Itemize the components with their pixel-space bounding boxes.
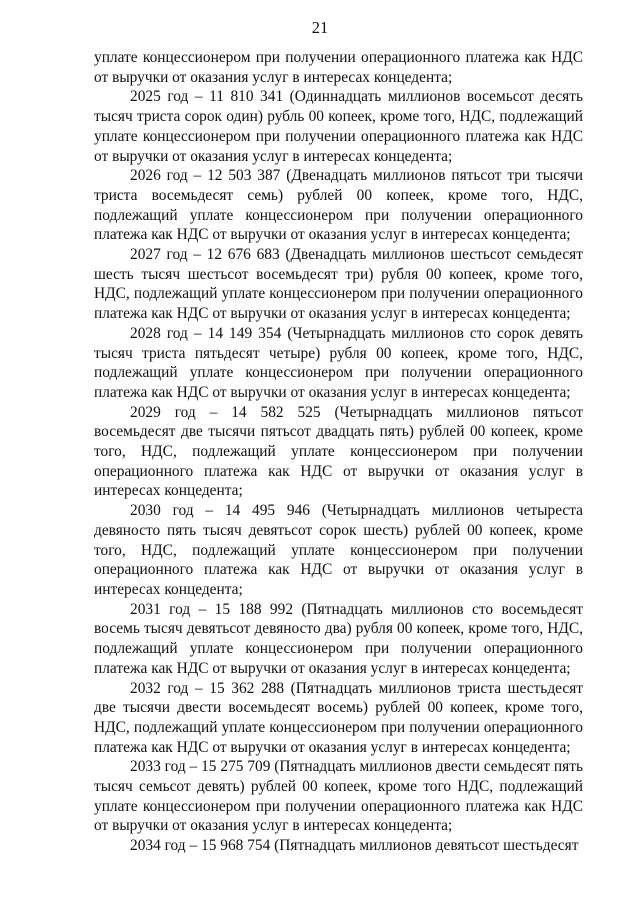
paragraph-year-2025: 2025 год – 11 810 341 (Одиннадцать миллионов восемьсот десять тысяч триста сорок один) рубль 00 копеек, кроме того, НДС, подлежащий уплате концессионером при получении операционного платежа как НДС от выручки от оказания услуг в интересах концедента; <box>94 88 583 165</box>
paragraph-year-2028: 2028 год – 14 149 354 (Четырнадцать миллионов сто сорок девять тысяч триста пятьдесят четыре) рубля 00 копеек, кроме того, НДС, подлежащий уплате концессионером при получении операционного платежа как НДС от выручки от оказания услуг в интересах концедента; <box>94 324 583 401</box>
paragraph-year-2031: 2031 год – 15 188 992 (Пятнадцать миллионов сто восемьдесят восемь тысяч девятьсот девяносто два) рубля 00 копеек, кроме того, НДС, подлежащий уплате концессионером при получении операционного платежа как НДС от выручки от оказания услуг в интересах концедента; <box>94 600 583 677</box>
paragraph-year-2026: 2026 год – 12 503 387 (Двенадцать миллионов пятьсот три тысячи триста восемьдесят семь) рублей 00 копеек, кроме того, НДС, подлежащий уплате концессионером при получении операционного платежа как НДС от выручки от оказания услуг в интересах концедента; <box>94 167 583 244</box>
paragraph-year-2030: 2030 год – 14 495 946 (Четырнадцать миллионов четыреста девяносто пять тысяч девятьсот сорок шесть) рублей 00 копеек, кроме того, НДС, подлежащий уплате концессионером при получении операционного платежа как НДС от выручки от оказания услуг в интересах концедента; <box>94 502 583 598</box>
paragraph-year-2034: 2034 год – 15 968 754 (Пятнадцать миллионов девятьсот шестьдесят <box>130 837 579 855</box>
document-body <box>94 48 583 856</box>
paragraph-continuation: уплате концессионером при получении операционного платежа как НДС от выручки от оказания услуг в интересах концедента; <box>94 49 583 86</box>
paragraph-year-2029: 2029 год – 14 582 525 (Четырнадцать миллионов пятьсот восемьдесят две тысячи пятьсот двадцать пять) рублей 00 копеек, кроме того, НДС, подлежащий уплате концессионером при получении операционного платежа как НДС от выручки от оказания услуг в интересах концедента; <box>94 403 583 500</box>
paragraph-year-2032: 2032 год – 15 362 288 (Пятнадцать миллионов триста шестьдесят две тысячи двести восемьдесят восемь) рублей 00 копеек, кроме того, НДС, подлежащий уплате концессионером при получении операционного платежа как НДС от выручки от оказания услуг в интересах концедента; <box>94 679 583 756</box>
page-number: 21 <box>311 18 329 37</box>
paragraph-year-2033: 2033 год – 15 275 709 (Пятнадцать миллионов двести семьдесят пять тысяч семьсот девять) рублей 00 копеек, кроме того НДС, подлежащий уплате концессионером при получении операционного платежа как НДС от выручки от оказания услуг в интересах концедента; <box>94 758 583 835</box>
paragraph-year-2027: 2027 год – 12 676 683 (Двенадцать миллионов шестьсот семьдесят шесть тысяч шестьсот восемьдесят три) рубля 00 копеек, кроме того, НДС, подлежащий уплате концессионером при получении операционного платежа как НДС от выручки от оказания услуг в интересах концедента; <box>94 246 583 323</box>
